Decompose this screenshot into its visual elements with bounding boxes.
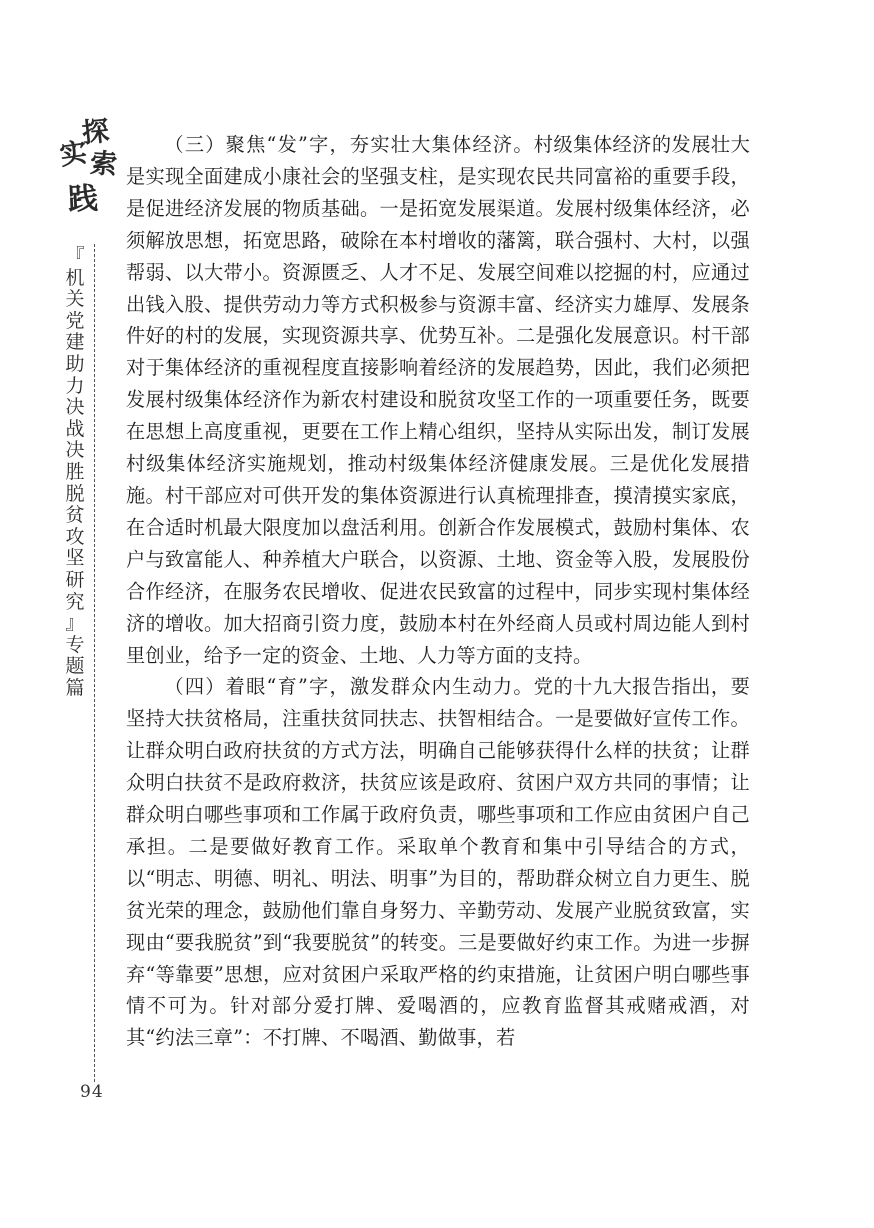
paragraph-body: 党的十九大报告指出，要坚持大扶贫格局，注重扶贫同扶志、扶智相结合。一是要做好宣传工作。让群众明白政府扶贫的方式方法，明确自己能够获得什么样的扶贫；让群众明白扶贫不是政府救济，扶贫应该是政府、贫困户双方共同的事情；让群众明白哪些事项和工作属于政府负责，哪些事项和工作应由贫困户自己承担。二是要做好教育工作。采取单个教育和集中引导结合的方式，以“明志、明德、明礼、明法、明事”为目的，帮助群众树立自力更生、脱贫光荣的理念，鼓励他们靠自身努力、辛勤劳动、发展产业脱贫致富，实现由“要我脱贫”到“我要脱贫”的转变。三是要做好约束工作。为进一步摒弃“等靠要”思想，应对贫困户采取严格的约束措施，让贫困户明白哪些事情不可为。针对部分爱打牌、爱喝酒的，应教育监督其戒赌戒酒，对其“约法三章”：不打牌、不喝酒、勤做事，若	[126, 675, 751, 1050]
section-heading: （四）着眼“育”字，激发群众内生动力。	[164, 675, 534, 699]
side-title-char: 战	[65, 417, 85, 440]
side-title-char: 力	[65, 374, 85, 397]
side-title-char: 决	[65, 396, 85, 419]
side-title-char: 胜	[65, 460, 85, 483]
side-title-char: 篇	[65, 676, 85, 699]
logo-char: 索	[88, 148, 119, 181]
side-title-char: 『	[65, 245, 85, 267]
logo-char: 实	[57, 137, 90, 172]
side-title-char: 建	[65, 331, 85, 354]
series-logo	[57, 115, 120, 240]
logo-char: 践	[67, 181, 99, 218]
side-title-char: 助	[65, 352, 85, 375]
logo-char: 探	[80, 115, 111, 150]
paragraph	[126, 671, 750, 1054]
margin-divider	[94, 244, 95, 1082]
side-title-char: 党	[65, 309, 85, 332]
side-title-char: 攻	[65, 525, 85, 548]
section-heading: （三）聚焦“发”字，夯实壮大集体经济。	[164, 133, 534, 156]
vertical-section-title	[63, 246, 87, 699]
side-title-char: 研	[65, 568, 85, 591]
side-title-char: 坚	[65, 547, 85, 570]
body-text	[126, 129, 750, 1054]
page-number: 94	[80, 1082, 104, 1102]
side-title-char: 究	[65, 590, 85, 613]
side-title-char: 专	[65, 633, 85, 656]
side-title-char: 机	[65, 266, 85, 289]
side-title-char: 脱	[65, 482, 85, 505]
side-title-char: 题	[65, 655, 85, 678]
paragraph	[126, 129, 750, 671]
side-title-char: 关	[65, 288, 85, 311]
paragraph-body: 村级集体经济的发展壮大是实现全面建成小康社会的坚强支柱，是实现农民共同富裕的重要手段，是促进经济发展的物质基础。一是拓宽发展渠道。发展村级集体经济，必须解放思想，拓宽思路，破除在本村增收的藩篱，联合强村、大村，以强帮弱、以大带小。资源匮乏、人才不足、发展空间难以挖掘的村，应通过出钱入股、提供劳动力等方式积极参与资源丰富、经济实力雄厚、发展条件好的村的发展，实现资源共享、优势互补。二是强化发展意识。村干部对于集体经济的重视程度直接影响着经济的发展趋势，因此，我们必须把发展村级集体经济作为新农村建设和脱贫攻坚工作的一项重要任务，既要在思想上高度重视，更要在工作上精心组织，坚持从实际出发，制订发展村级集体经济实施规划，推动村级集体经济健康发展。三是优化发展措施。村干部应对可供开发的集体资源进行认真梳理排查，摸清摸实家底，在合适时机最大限度加以盘活利用。创新合作发展模式，鼓励村集体、农户与致富能人、种养植大户联合，以资源、土地、资金等入股，发展股份合作经济，在服务农民增收、促进农民致富的过程中，同步实现村集体经济的增收。加大招商引资力度，鼓励本村在外经商人员或村周边能人到村里创业，给予一定的资金、土地、人力等方面的支持。	[126, 133, 751, 667]
side-title-char: 』	[65, 612, 85, 635]
side-title-char: 贫	[65, 504, 85, 527]
side-title-char: 决	[65, 439, 85, 462]
